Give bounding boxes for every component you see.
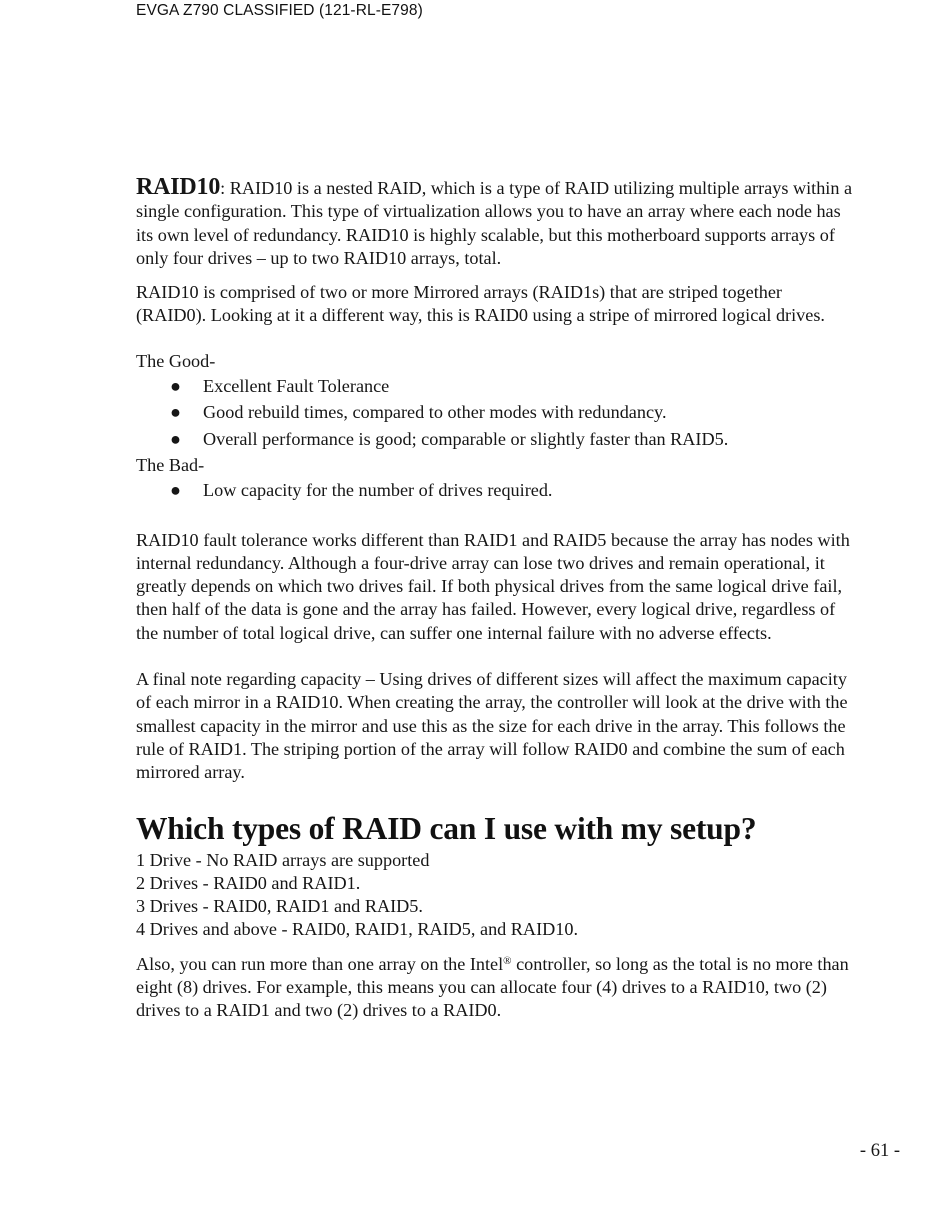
drive-option: 3 Drives - RAID0, RAID1 and RAID5.	[136, 896, 423, 917]
bullet-icon: ●	[170, 428, 181, 449]
raid10-run-in-title: RAID10	[136, 174, 221, 200]
raid10-intro-text: : RAID10 is a nested RAID, which is a type of RAID utilizing multiple arrays within a single configuration. This type of virtualization allows you to have an array where each node has its own level of redundancy. RAID10 is highly scalable, but this motherboard supports arrays of only four drives – up to two RAID10 arrays, total.	[136, 178, 853, 268]
multi-array-text-end: controller, so long as the total is no more than eight (8) drives. For example, this means you can allocate four (4) drives to a RAID10, two (2) drives to a RAID1 and two (2) drives to a RAID0.	[136, 953, 849, 1021]
fault-tolerance-paragraph: RAID10 fault tolerance works different than RAID1 and RAID5 because the array has nodes with internal redundancy. Although a four-drive array can lose two drives and remain operational, it greatly depends on which two drives fail. If both physical drives from the same logical drive fail, then half of the data is gone and the array has failed. However, every logical drive, regardless of the number of total logical drive, can suffer one internal failure with no adverse effects.	[136, 529, 850, 643]
bullet-icon: ●	[170, 376, 181, 397]
drive-options-list	[136, 849, 856, 942]
drive-option: 1 Drive - No RAID arrays are supported	[136, 849, 430, 870]
good-list-item	[136, 428, 856, 451]
registered-mark: ®	[503, 954, 512, 967]
raid10-composition-paragraph: RAID10 is comprised of two or more Mirrored arrays (RAID1s) that are striped together (RAID0). Looking at it a different way, this is RAID0 using a stripe of mirrored logical drives.	[136, 282, 825, 326]
drive-option: 2 Drives - RAID0 and RAID1.	[136, 872, 361, 893]
multi-array-paragraph	[136, 953, 856, 1023]
running-header: EVGA Z790 CLASSIFIED (121-RL-E798)	[136, 2, 423, 19]
raid10-intro-paragraph	[136, 176, 856, 270]
bad-item-text: Low capacity for the number of drives required.	[203, 480, 553, 501]
raid-types-heading: Which types of RAID can I use with my setup?	[136, 810, 757, 846]
good-list-item	[136, 401, 856, 424]
bullet-icon: ●	[170, 402, 181, 423]
good-list-item	[136, 375, 856, 398]
page-number: - 61 -	[859, 1141, 900, 1161]
bullet-icon: ●	[170, 480, 181, 501]
good-list	[136, 375, 856, 451]
good-item-text: Good rebuild times, compared to other modes with redundancy.	[203, 402, 667, 423]
multi-array-text-start: Also, you can run more than one array on the Intel	[136, 953, 504, 974]
good-label: The Good-	[136, 350, 216, 371]
bad-list	[136, 479, 856, 502]
good-item-text: Excellent Fault Tolerance	[203, 376, 390, 397]
drive-option: 4 Drives and above - RAID0, RAID1, RAID5, and RAID10.	[136, 919, 578, 940]
bad-list-item	[136, 479, 856, 502]
capacity-note-paragraph: A final note regarding capacity – Using drives of different sizes will affect the maximum capacity of each mirror in a RAID10. When creating the array, the controller will look at the drive with the smallest capacity in the mirror and use this as the size for each drive in the array. This follows the rule of RAID1. The striping portion of the array will follow RAID0 and combine the sum of each mirrored array.	[136, 669, 848, 783]
bad-label: The Bad-	[136, 454, 205, 475]
good-item-text: Overall performance is good; comparable or slightly faster than RAID5.	[203, 428, 729, 449]
page-content	[136, 176, 856, 1023]
